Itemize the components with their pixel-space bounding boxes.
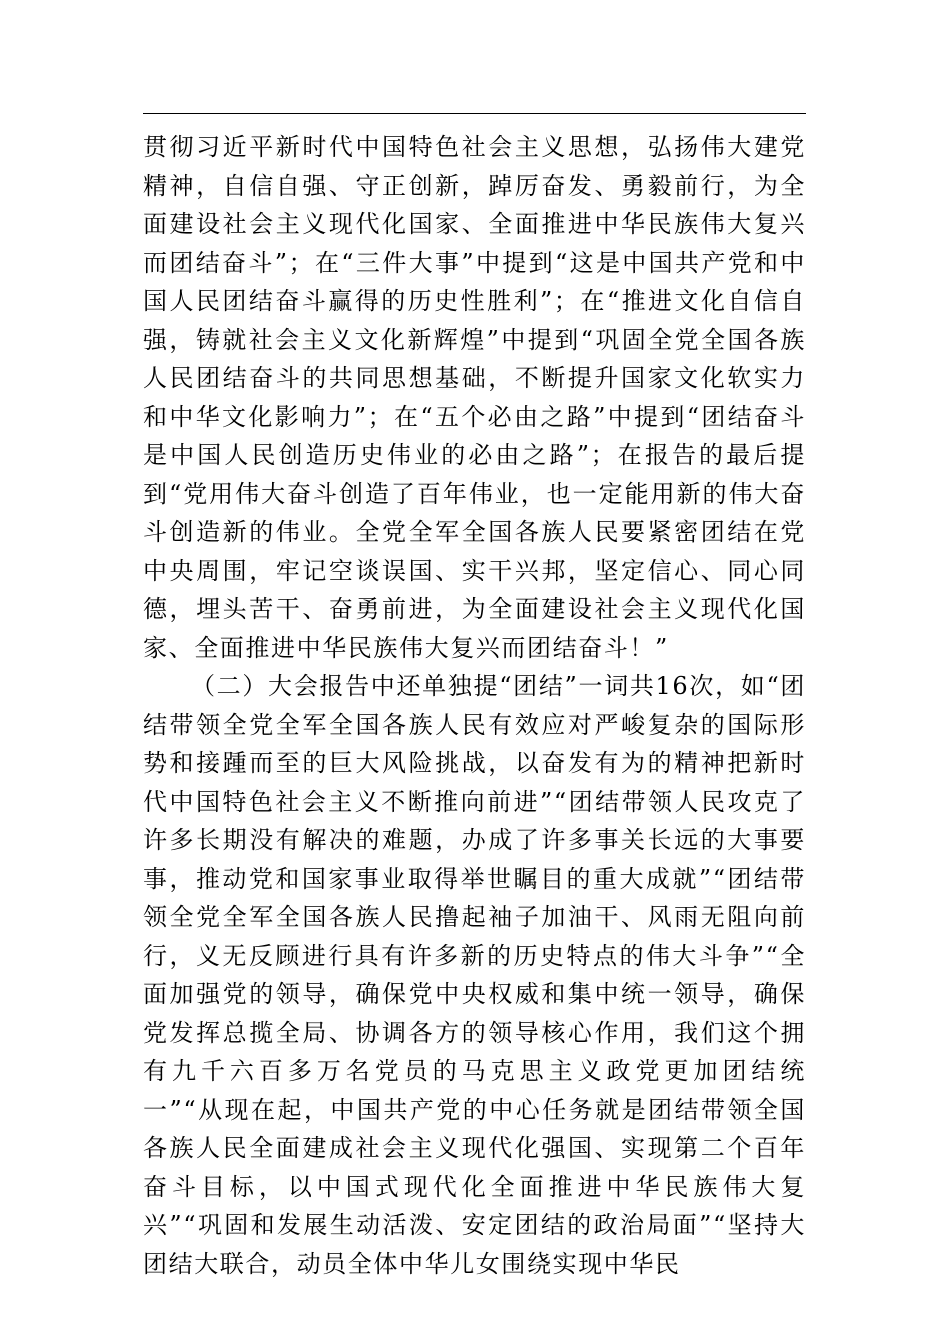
document-body: [143, 128, 806, 1283]
header-rule: [143, 113, 806, 114]
paragraph-1: 贯彻习近平新时代中国特色社会主义思想，弘扬伟大建党精神，自信自强、守正创新，踔厉奋发、勇毅前行，为全面建设社会主义现代化国家、全面推进中华民族伟大复兴而团结奋斗”；在“三件大事”中提到“这是中国共产党和中国人民团结奋斗赢得的历史性胜利”；在“推进文化自信自强，铸就社会主义文化新辉煌”中提到“巩固全党全国各族人民团结奋斗的共同思想基础，不断提升国家文化软实力和中华文化影响力”；在“五个必由之路”中提到“团结奋斗是中国人民创造历史伟业的必由之路”；在报告的最后提到“党用伟大奋斗创造了百年伟业，也一定能用新的伟大奋斗创造新的伟业。全党全军全国各族人民要紧密团结在党中央周围，牢记空谈误国、实干兴邦，坚定信心、同心同德，埋头苦干、奋勇前进，为全面建设社会主义现代化国家、全面推进中华民族伟大复兴而团结奋斗！”: [143, 133, 806, 662]
paragraph-2: （二）大会报告中还单独提“团结”一词共16次，如“团结带领全党全军全国各族人民有效应对严峻复杂的国际形势和接踵而至的巨大风险挑战，以奋发有为的精神把新时代中国特色社会主义不断推向前进”“团结带领人民攻克了许多长期没有解决的难题，办成了许多事关长远的大事要事，推动党和国家事业取得举世瞩目的重大成就”“团结带领全党全军全国各族人民撸起袖子加油干、风雨无阻向前行，义无反顾进行具有许多新的历史特点的伟大斗争”“全面加强党的领导，确保党中央权威和集中统一领导，确保党发挥总揽全局、协调各方的领导核心作用，我们这个拥有九千六百多万名党员的马克思主义政党更加团结统一”“从现在起，中国共产党的中心任务就是团结带领全国各族人民全面建成社会主义现代化强国、实现第二个百年奋斗目标，以中国式现代化全面推进中华民族伟大复兴”“巩固和发展生动活泼、安定团结的政治局面”“坚持大团结大联合，动员全体中华儿女围绕实现中华民: [143, 672, 806, 1278]
